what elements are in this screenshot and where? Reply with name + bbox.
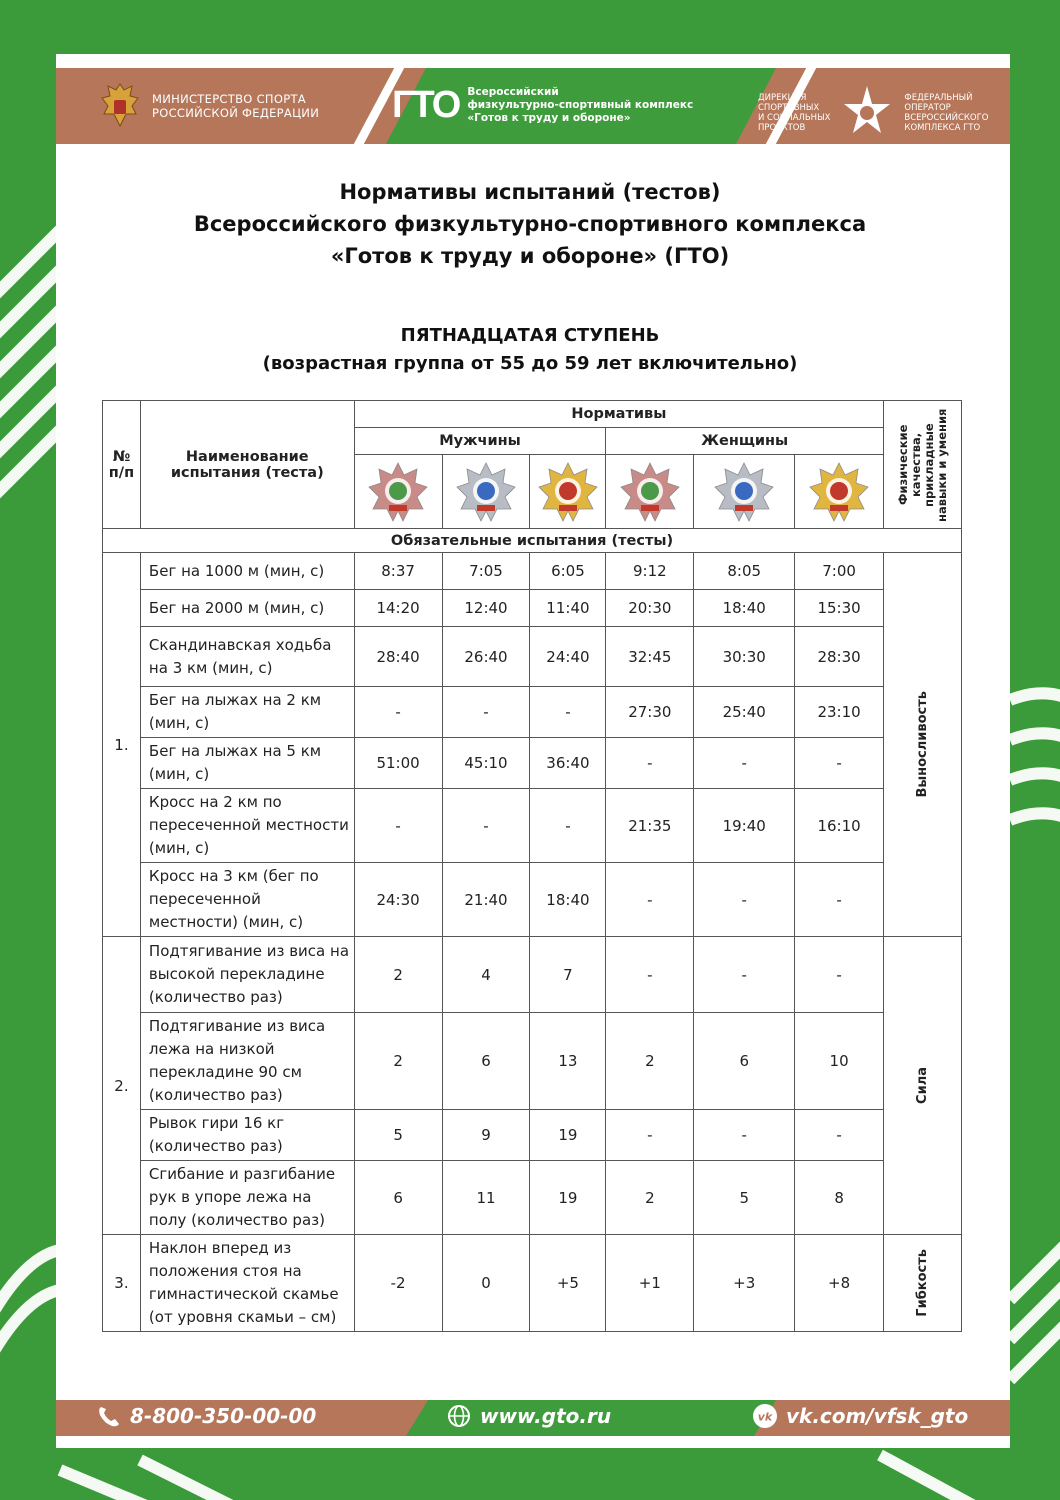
header-women: Женщины [606,428,884,455]
norm-value: - [530,789,606,863]
group-number: 2. [103,937,141,1235]
quality-label: Гибкость [915,1249,931,1317]
badge-cell [694,455,795,529]
norm-value: 6 [442,1013,530,1110]
norm-value: 27:30 [606,687,694,738]
norm-value: - [606,863,694,937]
test-name: Подтягивание из виса на высокой перекладине (количество раз) [140,937,354,1013]
norm-value: 30:30 [694,627,795,687]
norm-value: 25:40 [694,687,795,738]
header-men: Мужчины [354,428,606,455]
table-row [103,1235,962,1332]
table-row [103,789,962,863]
norm-value: 26:40 [442,627,530,687]
norm-value: 2 [606,1013,694,1110]
contact-phone[interactable] [96,1403,316,1429]
gto-text-line-2: физкультурно-спортивный комплекс [467,99,694,111]
badge-cell [606,455,694,529]
norm-value: 9:12 [606,553,694,590]
norm-value: 0 [442,1235,530,1332]
norm-value: 16:10 [795,789,884,863]
norm-value: 8:05 [694,553,795,590]
norm-value: 23:10 [795,687,884,738]
norm-value: +3 [694,1235,795,1332]
header-test-name: Наименование испытания (теста) [140,401,354,529]
op-line-2: ОПЕРАТОР [904,103,951,113]
norm-value: 11:40 [530,590,606,627]
test-name: Бег на 1000 м (мин, с) [140,553,354,590]
op-line-1: ФЕДЕРАЛЬНЫЙ [904,93,973,103]
ministry-logo [98,80,319,132]
test-name: Наклон вперед из положения стоя на гимнастической скамье (от уровня скамьи – см) [140,1235,354,1332]
op-line-4: КОМПЛЕКСА ГТО [904,123,981,133]
gto-logo [392,84,693,127]
norm-value: 28:40 [354,627,442,687]
norm-value: 7:05 [442,553,530,590]
table-row [103,1110,962,1161]
norm-value: 7:00 [795,553,884,590]
norm-value: 28:30 [795,627,884,687]
ministry-line-1: МИНИСТЕРСТВО СПОРТА [152,92,306,106]
table-row [103,863,962,937]
header-quality [884,401,962,529]
test-name: Бег на лыжах на 2 км (мин, с) [140,687,354,738]
norm-value: +5 [530,1235,606,1332]
norm-value: 7 [530,937,606,1013]
badge-cell [795,455,884,529]
norm-value: 8 [795,1161,884,1235]
norm-value: 18:40 [694,590,795,627]
header-quality-text: Физические качества, прикладные навыки и умения [895,407,949,522]
badge-cell [530,455,606,529]
norm-value: - [442,789,530,863]
gto-badge-icon [713,461,775,523]
gto-badge-icon [808,461,870,523]
quality-label: Сила [915,1067,931,1104]
norm-value: 8:37 [354,553,442,590]
norms-table [102,400,962,1332]
norm-value: - [354,789,442,863]
norm-value: 45:10 [442,738,530,789]
contact-vk[interactable] [752,1403,968,1429]
star-emblem-icon [838,84,896,142]
norm-value: 19:40 [694,789,795,863]
norm-value: 24:40 [530,627,606,687]
norm-value: - [354,687,442,738]
quality-label: Выносливость [915,691,931,798]
norm-value: 51:00 [354,738,442,789]
gto-badge-icon [367,461,429,523]
header-norms: Нормативы [354,401,883,428]
norm-value: - [694,1110,795,1161]
norm-value: 5 [694,1161,795,1235]
norm-value: 21:35 [606,789,694,863]
table-row [103,738,962,789]
badge-cell [442,455,530,529]
table-row [103,1161,962,1235]
norm-value: 10 [795,1013,884,1110]
phone-number: 8-800-350-00-00 [130,1404,317,1428]
eagle-emblem-icon [98,80,142,132]
test-name: Кросс на 3 км (бег по пересеченной местности) (мин, с) [140,863,354,937]
norm-value: - [694,937,795,1013]
norm-value: 36:40 [530,738,606,789]
stage-heading [0,322,1060,378]
norm-value: - [694,738,795,789]
gto-mark: ГТО [392,84,460,126]
norm-value: - [795,1110,884,1161]
norm-value: 5 [354,1110,442,1161]
norm-value: 18:40 [530,863,606,937]
norm-value: - [606,937,694,1013]
site-url: www.gto.ru [480,1404,612,1428]
gto-badge-icon [455,461,517,523]
table-row [103,1013,962,1110]
table-row [103,553,962,590]
norm-value: - [606,1110,694,1161]
table-row [103,590,962,627]
dir-line-3: И СОЦИАЛЬНЫХ [758,113,831,123]
norm-value: - [795,863,884,937]
op-line-3: ВСЕРОССИЙСКОГО [904,113,989,123]
dir-line-1: ДИРЕКЦИЯ [758,93,807,103]
test-name: Сгибание и разгибание рук в упоре лежа на полу (количество раз) [140,1161,354,1235]
quality-cell [884,937,962,1235]
table-row [103,687,962,738]
norm-value: - [606,738,694,789]
quality-cell [884,553,962,937]
norm-value: - [442,687,530,738]
norm-value: 19 [530,1161,606,1235]
norm-value: - [795,738,884,789]
test-name: Скандинавская ходьба на 3 км (мин, с) [140,627,354,687]
stage-name: ПЯТНАДЦАТАЯ СТУПЕНЬ [400,325,660,346]
gto-badge-icon [537,461,599,523]
norm-value: - [694,863,795,937]
document-title [0,176,1060,272]
title-line-3: «Готов к труду и обороне» (ГТО) [330,244,730,268]
ministry-line-2: РОССИЙСКОЙ ФЕДЕРАЦИИ [152,106,320,120]
badge-cell [354,455,442,529]
norm-value: -2 [354,1235,442,1332]
table-row [103,627,962,687]
svg-text:vk: vk [757,1410,773,1424]
norm-value: 6 [694,1013,795,1110]
norm-value: 6:05 [530,553,606,590]
phone-icon [96,1403,122,1429]
title-line-1: Нормативы испытаний (тестов) [339,180,721,204]
test-name: Бег на 2000 м (мин, с) [140,590,354,627]
gto-text-line-3: «Готов к труду и обороне» [467,112,631,124]
norm-value: 2 [606,1161,694,1235]
norm-value: +8 [795,1235,884,1332]
norm-value: 13 [530,1013,606,1110]
dir-line-2: СПОРТИВНЫХ [758,103,820,113]
norm-value: 4 [442,937,530,1013]
norm-value: 12:40 [442,590,530,627]
vk-url: vk.com/vfsk_gto [786,1404,969,1428]
globe-icon [446,1403,472,1429]
norm-value: +1 [606,1235,694,1332]
vk-icon [752,1403,778,1429]
norm-value: - [795,937,884,1013]
norm-value: - [530,687,606,738]
norm-value: 6 [354,1161,442,1235]
age-group: (возрастная группа от 55 до 59 лет включительно) [262,353,798,374]
gto-text-line-1: Всероссийский [467,86,559,98]
norm-value: 21:40 [442,863,530,937]
gto-badge-icon [619,461,681,523]
norm-value: 15:30 [795,590,884,627]
norm-value: 2 [354,1013,442,1110]
test-name: Бег на лыжах на 5 км (мин, с) [140,738,354,789]
test-name: Рывок гири 16 кг (количество раз) [140,1110,354,1161]
quality-cell [884,1235,962,1332]
norm-value: 32:45 [606,627,694,687]
norm-value: 9 [442,1110,530,1161]
title-line-2: Всероссийского физкультурно-спортивного комплекса [193,212,867,236]
norm-value: 14:20 [354,590,442,627]
dir-line-4: ПРОЕКТОВ [758,123,806,133]
group-number: 3. [103,1235,141,1332]
norm-value: 20:30 [606,590,694,627]
norm-value: 11 [442,1161,530,1235]
contact-site[interactable] [446,1403,611,1429]
norms-body [103,529,962,1332]
norm-value: 2 [354,937,442,1013]
norm-value: 24:30 [354,863,442,937]
table-row [103,937,962,1013]
header-num: № п/п [103,401,141,529]
norm-value: 19 [530,1110,606,1161]
section-mandatory: Обязательные испытания (тесты) [103,529,962,553]
test-name: Подтягивание из виса лежа на низкой перекладине 90 см (количество раз) [140,1013,354,1110]
directorate-logo [758,84,988,142]
group-number: 1. [103,553,141,937]
test-name: Кросс на 2 км по пересеченной местности (мин, с) [140,789,354,863]
